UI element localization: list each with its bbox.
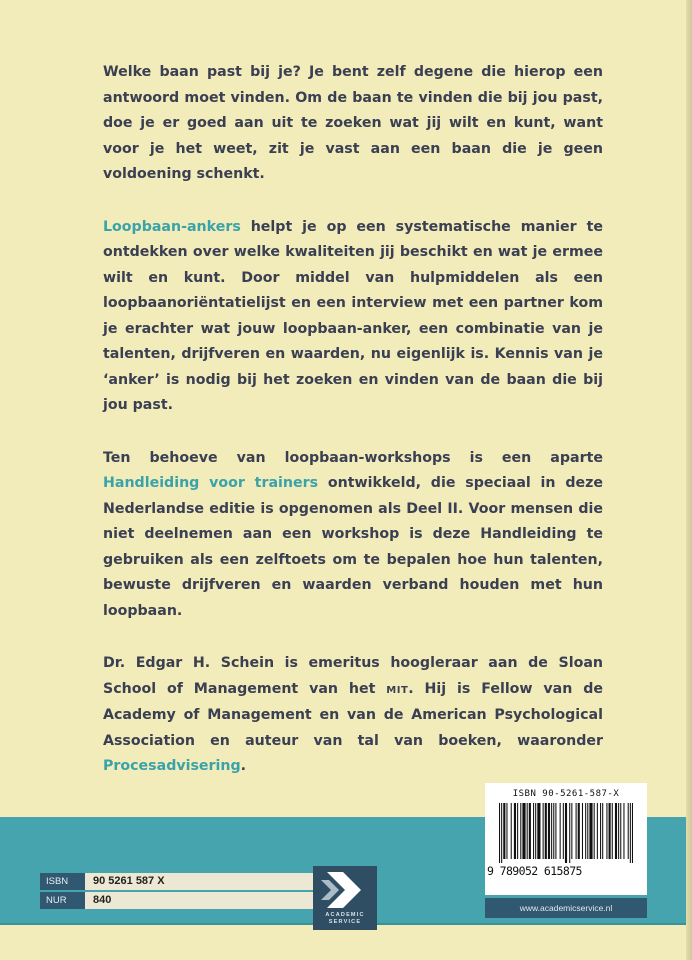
codes-table	[40, 873, 315, 911]
chevron-logo-icon	[313, 866, 377, 912]
barcode-bar	[522, 803, 525, 859]
handleiding-highlight: Handleiding voor trainers	[103, 475, 319, 491]
barcode-bar	[576, 803, 577, 859]
barcode-bar	[565, 803, 567, 863]
paragraph-author: Dr. Edgar H. Schein is emeritus hoogleraar aan de Sloan School of Management van het MIT. Hij is Fellow van de Academy of Management en van de American Psychological Association en auteur van tal van boeken, waaronder Procesadvisering.	[103, 655, 604, 774]
barcode-isbn-text: ISBN 90-5261-587-X	[512, 789, 620, 799]
page-edge	[686, 0, 692, 960]
academic-service-logo	[313, 866, 377, 930]
barcode-bar	[594, 803, 595, 859]
barcode-bar	[571, 803, 572, 859]
barcode-bar	[632, 803, 633, 863]
isbn-label: ISBN	[40, 873, 85, 890]
barcode-bar	[609, 803, 611, 859]
paragraph-loopbaan-ankers: Loopbaan-ankers helpt je op een systematische manier te ontdekken over welke kwaliteiten jij beschikt en wat je ermee wilt en kunt. Door middel van hulpmiddelen als een loopbaanoriëntatielijst en een interview met een partner kom je erachter wat jouw loopbaan-anker, een combinatie van je talenten, drijfveren en waarden, nu eigenlijk is. Kennis van je ‘anker’ is nodig bij het zoeken en vinden van de baan die bij jou past.	[103, 218, 603, 413]
barcode-bar	[569, 803, 570, 863]
barcode-bar	[535, 803, 536, 859]
paragraph-handleiding: Ten behoeve van loopbaan-workshops is een aparte Handleiding voor trainers ontwikkeld, die speciaal in deze Nederlandse editie is opgenomen als Deel II. Voor mensen die niet deelnemen aan een workshop is deze Handleiding te gebruiken als een zelftoets om te bepalen hoe hun talenten, bewuste drijfveren en waarden verband houden met hun loopbaan.	[103, 449, 603, 619]
barcode-bar	[589, 803, 592, 859]
mit-abbrev: MIT	[386, 684, 409, 696]
nur-value: 840	[85, 892, 315, 909]
isbn-value: 90 5261 587 X	[85, 873, 315, 890]
barcode-bar	[499, 803, 500, 863]
barcode-bar	[597, 803, 598, 859]
barcode-bar	[514, 803, 516, 859]
barcode-bar	[511, 803, 512, 859]
barcode	[485, 783, 647, 895]
barcode-bar	[578, 803, 580, 859]
bottom-strip	[0, 925, 692, 960]
barcode-bar	[517, 803, 518, 859]
barcode-bar	[529, 803, 531, 859]
barcode-bar	[545, 803, 547, 859]
barcode-bar	[623, 803, 624, 859]
barcode-bar	[503, 803, 505, 859]
barcode-bar	[602, 803, 603, 859]
barcode-bar	[533, 803, 534, 859]
barcode-bar	[527, 803, 528, 859]
barcode-bars	[499, 803, 633, 863]
barcode-bar	[618, 803, 619, 859]
logo-text: ACADEMIC SERVICE	[325, 912, 365, 925]
barcode-bar	[560, 803, 561, 859]
procesadvisering-highlight: Procesadvisering	[103, 758, 241, 774]
barcode-bar	[620, 803, 621, 859]
barcode-bar	[506, 803, 507, 859]
barcode-bar	[551, 803, 552, 859]
isbn-row	[40, 873, 315, 890]
barcode-bar	[555, 803, 556, 859]
barcode-bar	[630, 803, 631, 863]
barcode-ean-number: 9 789052 615875	[487, 864, 582, 878]
barcode-bar	[600, 803, 601, 859]
paragraph-intro: Welke baan past bij je? Je bent zelf degene die hierop een antwoord moet vinden. Om de baan te vinden die bij jou past, doe je er goed aan uit te zoeken wat jij wilt en kunt, want voor je het weet, zit je vast aan een baan die je geen voldoening schenkt.	[103, 64, 603, 182]
barcode-bar	[548, 803, 550, 859]
nur-row	[40, 892, 315, 909]
barcode-bar	[520, 803, 521, 859]
barcode-bar	[501, 803, 502, 863]
book-title-highlight: Loopbaan-ankers	[103, 218, 241, 235]
publisher-url[interactable]: www.academicservice.nl	[485, 898, 647, 918]
barcode-bar	[585, 803, 586, 859]
barcode-bar	[587, 803, 588, 859]
barcode-bar	[612, 803, 613, 859]
barcode-bar	[628, 803, 629, 859]
nur-label: NUR	[40, 892, 85, 909]
barcode-bar	[553, 803, 554, 859]
barcode-bar	[582, 803, 583, 859]
barcode-bar	[543, 803, 544, 859]
barcode-bar	[537, 803, 540, 859]
barcode-bar	[615, 803, 617, 859]
barcode-bar	[563, 803, 564, 859]
blurb-text	[103, 60, 603, 807]
barcode-bar	[606, 803, 607, 859]
